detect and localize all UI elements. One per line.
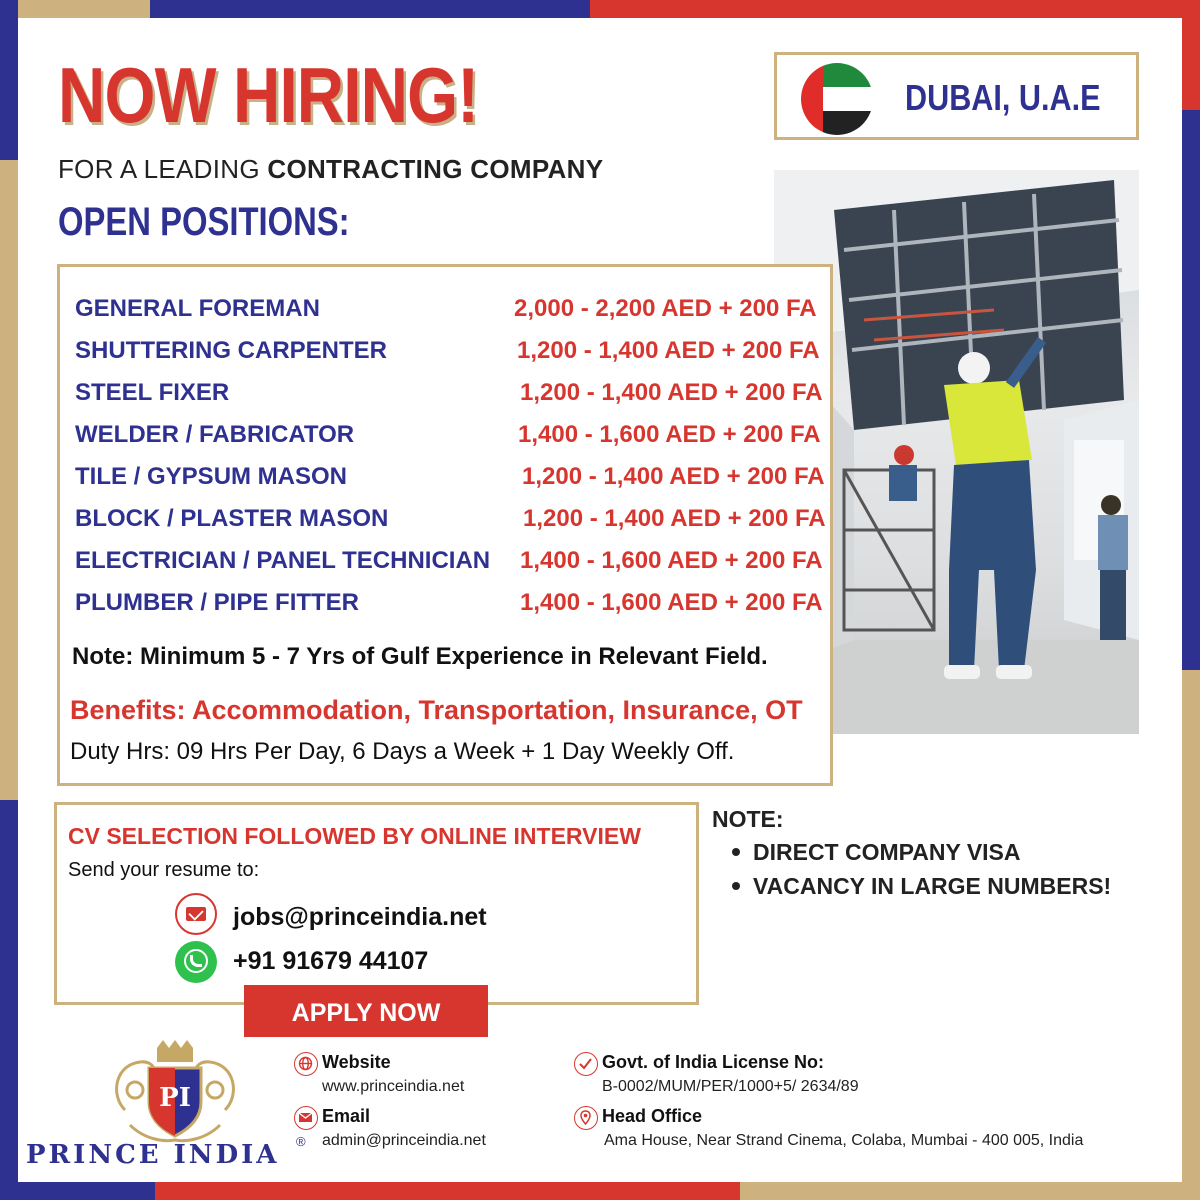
registered-mark: ®: [296, 1134, 306, 1149]
office-address: Ama House, Near Strand Cinema, Colaba, Mumbai - 400 005, India: [604, 1132, 1084, 1149]
website-label: Website: [322, 1052, 391, 1072]
check-badge-icon: [574, 1052, 598, 1076]
position-salary: 1,200 - 1,400 AED + 200 FA: [520, 379, 823, 406]
cv-title: CV SELECTION FOLLOWED BY ONLINE INTERVIEW: [68, 823, 641, 849]
frame-stripe: [0, 1182, 155, 1200]
position-row: [75, 421, 830, 451]
globe-icon: [294, 1052, 318, 1076]
location-pin-icon: [574, 1106, 598, 1130]
duty-hours: Duty Hrs: 09 Hrs Per Day, 6 Days a Week + 1 Day Weekly Off.: [70, 738, 735, 765]
frame-stripe: [0, 0, 150, 18]
headline: NOW HIRING!: [58, 51, 479, 139]
frame-stripe: [590, 0, 1200, 18]
position-title: PLUMBER / PIPE FITTER: [75, 589, 360, 616]
office-label: Head Office: [602, 1106, 703, 1126]
position-title: GENERAL FOREMAN: [75, 295, 320, 322]
position-salary: 2,000 - 2,200 AED + 200 FA: [514, 295, 817, 322]
company-crest-logo: [105, 1040, 245, 1148]
license-value: B-0002/MUM/PER/1000+5/ 2634/89: [602, 1078, 859, 1095]
website-link[interactable]: www.princeindia.net: [322, 1078, 465, 1095]
position-row: [75, 505, 830, 535]
frame-stripe: [740, 1182, 1200, 1200]
email-footer-link[interactable]: admin@princeindia.net: [322, 1132, 486, 1149]
position-row: [75, 589, 830, 619]
positions-list: [57, 264, 833, 786]
frame-stripe: [1182, 0, 1200, 110]
email-link[interactable]: jobs@princeindia.net: [233, 903, 487, 931]
note-item: VACANCY IN LARGE NUMBERS!: [730, 872, 1111, 906]
benefits-text: Benefits: Accommodation, Transportation, Insurance, OT: [70, 695, 803, 725]
subhead-company: CONTRACTING COMPANY: [267, 154, 604, 184]
position-salary: 1,400 - 1,600 AED + 200 FA: [520, 547, 823, 574]
email-label: Email: [322, 1106, 371, 1126]
position-title: WELDER / FABRICATOR: [75, 421, 355, 448]
subhead: [58, 154, 603, 185]
location-box: [774, 52, 1139, 140]
position-salary: 1,400 - 1,600 AED + 200 FA: [518, 421, 821, 448]
position-title: TILE / GYPSUM MASON: [75, 463, 348, 490]
license-label: Govt. of India License No:: [602, 1052, 825, 1072]
cv-send-label: Send your resume to:: [68, 859, 260, 881]
position-salary: 1,200 - 1,400 AED + 200 FA: [517, 337, 820, 364]
position-title: SHUTTERING CARPENTER: [75, 337, 388, 364]
position-title: ELECTRICIAN / PANEL TECHNICIAN: [75, 547, 491, 574]
note-item: DIRECT COMPANY VISA: [730, 838, 1111, 872]
frame-stripe: [1182, 110, 1200, 670]
company-name: PRINCE INDIA: [26, 1140, 280, 1170]
location-text: DUBAI, U.A.E: [905, 77, 1101, 118]
frame-stripe: [1182, 670, 1200, 1200]
frame-stripe: [0, 160, 18, 800]
position-row: [75, 463, 830, 493]
crest-letters: PI: [159, 1083, 191, 1113]
frame-stripe: [150, 0, 590, 18]
frame-stripe: [0, 800, 18, 1200]
position-salary: 1,400 - 1,600 AED + 200 FA: [520, 589, 823, 616]
uae-flag-icon: [801, 63, 873, 135]
note-list: [730, 838, 1111, 906]
position-row: [75, 547, 830, 577]
experience-note: Note: Minimum 5 - 7 Yrs of Gulf Experience in Relevant Field.: [72, 643, 768, 670]
position-salary: 1,200 - 1,400 AED + 200 FA: [522, 463, 825, 490]
position-salary: 1,200 - 1,400 AED + 200 FA: [523, 505, 826, 532]
position-row: [75, 379, 830, 409]
position-row: [75, 337, 830, 367]
email-icon: [294, 1106, 318, 1130]
phone-link[interactable]: +91 91679 44107: [233, 947, 429, 975]
position-row: [75, 295, 830, 325]
position-title: BLOCK / PLASTER MASON: [75, 505, 389, 532]
subhead-prefix: FOR A LEADING: [58, 154, 268, 184]
section-title: OPEN POSITIONS:: [58, 200, 350, 244]
note-title: NOTE:: [712, 806, 784, 832]
frame-stripe: [155, 1182, 740, 1200]
frame-stripe: [0, 0, 18, 160]
cv-box: [54, 802, 699, 1005]
mail-icon: [175, 893, 217, 935]
apply-now-button[interactable]: APPLY NOW: [244, 985, 488, 1037]
whatsapp-icon: [175, 941, 217, 983]
position-title: STEEL FIXER: [75, 379, 230, 406]
